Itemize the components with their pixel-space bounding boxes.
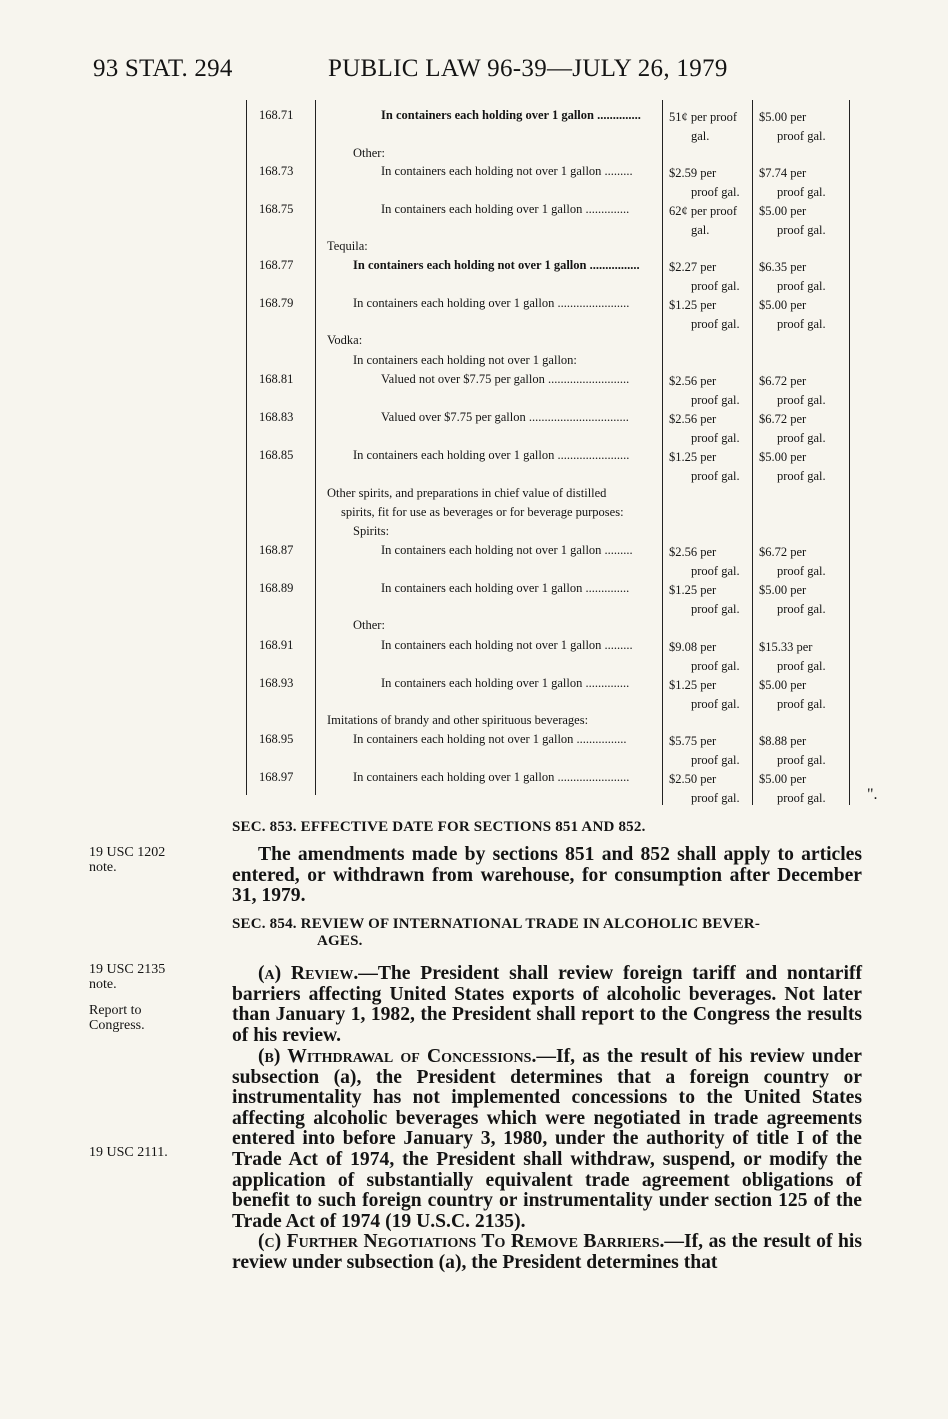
rate-col1: $2.56 per: [669, 545, 717, 559]
rate-col2: $6.72 per: [759, 412, 807, 426]
rate-col2: $5.00 per: [759, 583, 807, 597]
item-description: In containers each holding over 1 gallon ..............: [381, 676, 630, 690]
section-853-heading: SEC. 853. EFFECTIVE DATE FOR SECTIONS 851 AND 852.: [232, 819, 646, 835]
item-description: In containers each holding over 1 gallon .......................: [353, 296, 630, 310]
item-description: Valued not over $7.75 per gallon ..........................: [381, 372, 630, 386]
rate-col1: 51¢ per proof: [669, 110, 738, 124]
rate-col2-cont: proof gal.: [777, 223, 826, 237]
rate-col1-cont: gal.: [691, 223, 710, 237]
margin-note-line: note.: [89, 860, 117, 875]
subsection-b: [232, 1047, 862, 1232]
item-number: 168.81: [259, 372, 294, 386]
rate-col1: $2.59 per: [669, 166, 717, 180]
rate-col1-cont: proof gal.: [691, 753, 740, 767]
rate-col2: $7.74 per: [759, 166, 807, 180]
rate-col1-cont: gal.: [691, 129, 710, 143]
rate-col2-cont: proof gal.: [777, 129, 826, 143]
item-number: 168.85: [259, 448, 294, 462]
margin-note-2135: [89, 962, 165, 992]
rate-col2-cont: proof gal.: [777, 791, 826, 805]
rate-col1: $1.25 per: [669, 678, 717, 692]
item-number: 168.87: [259, 543, 294, 557]
item-number: 168.83: [259, 410, 294, 424]
heading-tequila: Tequila:: [327, 239, 368, 253]
subsection-b-label: (b) Withdrawal of Concessions.: [258, 1046, 537, 1067]
table-rule-col1: [662, 100, 663, 805]
table-rule-right: [849, 100, 850, 805]
item-number: 168.93: [259, 676, 294, 690]
rate-col2-cont: proof gal.: [777, 393, 826, 407]
margin-note-report: [89, 1003, 145, 1033]
margin-note-line: Report to: [89, 1003, 142, 1018]
rate-col2: $6.72 per: [759, 545, 807, 559]
rate-col2-cont: proof gal.: [777, 279, 826, 293]
item-description: In containers each holding not over 1 gallon ................: [353, 732, 627, 746]
item-number: 168.79: [259, 296, 294, 310]
rate-col2-cont: proof gal.: [777, 659, 826, 673]
item-description: In containers each holding not over 1 gallon ................: [353, 258, 640, 272]
rate-col1-cont: proof gal.: [691, 469, 740, 483]
rate-col1-cont: proof gal.: [691, 697, 740, 711]
rate-col2: $5.00 per: [759, 450, 807, 464]
rate-col1: 62¢ per proof: [669, 204, 738, 218]
rate-col1: $2.50 per: [669, 772, 717, 786]
rate-col2-cont: proof gal.: [777, 431, 826, 445]
heading-other-spirits: Other spirits, and preparations in chief value of distilled: [327, 486, 607, 500]
item-description: In containers each holding over 1 gallon ..............: [381, 108, 641, 122]
margin-note-line: 19 USC 2135: [89, 962, 166, 977]
rate-col1: $5.75 per: [669, 734, 717, 748]
rate-col1: $9.08 per: [669, 640, 717, 654]
subsection-c: [232, 1232, 862, 1273]
tariff-table: [245, 100, 878, 810]
section-853-body: The amendments made by sections 851 and 852 shall apply to articles entered, or withdrawn from warehouse, for consumption after December 31, 1979.: [232, 844, 862, 907]
item-description: In containers each holding over 1 gallon ..............: [381, 202, 630, 216]
rate-col2-cont: proof gal.: [777, 753, 826, 767]
item-description: In containers each holding over 1 gallon .......................: [353, 770, 630, 784]
rate-col1-cont: proof gal.: [691, 393, 740, 407]
subsection-c-text: —If, as the result of his review under subsection (a), the President determines that: [232, 1231, 862, 1273]
rate-col1: $2.56 per: [669, 374, 717, 388]
rate-col2: $15.33 per: [759, 640, 813, 654]
item-description: In containers each holding not over 1 gallon .........: [381, 164, 633, 178]
subsection-b-text: —If, as the result of his review under subsection (a), the President determines that a foreign country or instrumentality has not implemented concessions to the United States affecting alcoholic beverages which were negotiated in trade agreements entered into before January 3, 1980, under the authority of title I of the Trade Act of 1974, the President shall withdraw, suspend, or modify the application of substantially equivalent trade agreement obligations of benefit to such foreign country or instrumentality under section 125 of the Trade Act of 1974 (19 U.S.C. 2135).: [232, 1046, 862, 1232]
section-854-heading-line1: SEC. 854. REVIEW OF INTERNATIONAL TRADE IN ALCOHOLIC BEVER-: [232, 916, 761, 932]
margin-note-line: 19 USC 1202: [89, 845, 166, 860]
table-rule-number: [315, 100, 316, 795]
rate-col1: $2.27 per: [669, 260, 717, 274]
rate-col1: $1.25 per: [669, 583, 717, 597]
item-description: In containers each holding over 1 gallon ..............: [381, 581, 630, 595]
rate-col2-cont: proof gal.: [777, 469, 826, 483]
section-854-heading-line2: AGES.: [317, 933, 363, 949]
rate-col1: $2.56 per: [669, 412, 717, 426]
item-number: 168.91: [259, 638, 294, 652]
rate-col1-cont: proof gal.: [691, 279, 740, 293]
rate-col1-cont: proof gal.: [691, 564, 740, 578]
item-number: 168.73: [259, 164, 294, 178]
rate-col1-cont: proof gal.: [691, 659, 740, 673]
stat-page-number: 93 STAT. 294: [93, 55, 233, 82]
margin-note-1202: [89, 845, 165, 875]
rate-col1-cont: proof gal.: [691, 317, 740, 331]
subsection-a-label: (a) Review.: [258, 963, 359, 984]
margin-note-2111: 19 USC 2111.: [89, 1145, 168, 1160]
item-number: 168.97: [259, 770, 294, 784]
item-number: 168.77: [259, 258, 294, 272]
rate-col1: $1.25 per: [669, 450, 717, 464]
closing-quote: ".: [867, 786, 878, 803]
subsection-a-text: —The President shall review foreign tariff and nontariff barriers affecting United States exports of alcoholic beverages. Not later than January 1, 1982, the President shall report to the Congress the results of his review.: [232, 963, 862, 1046]
rate-col2: $5.00 per: [759, 110, 807, 124]
heading-other: Other:: [353, 146, 385, 160]
margin-note-line: Congress.: [89, 1018, 145, 1033]
rate-col2: $8.88 per: [759, 734, 807, 748]
item-description: Valued over $7.75 per gallon ................................: [381, 410, 629, 424]
item-description: In containers each holding not over 1 gallon .........: [381, 638, 633, 652]
law-title: PUBLIC LAW 96-39—JULY 26, 1979: [328, 55, 728, 82]
heading-imitations: Imitations of brandy and other spirituous beverages:: [327, 713, 589, 727]
item-number: 168.75: [259, 202, 294, 216]
rate-col2-cont: proof gal.: [777, 185, 826, 199]
rate-col1: $1.25 per: [669, 298, 717, 312]
rate-col1-cont: proof gal.: [691, 791, 740, 805]
heading-vodka: Vodka:: [327, 333, 363, 347]
rate-col2-cont: proof gal.: [777, 602, 826, 616]
section-854-heading: [232, 916, 760, 950]
heading-vodka-containers: In containers each holding not over 1 gallon:: [353, 353, 577, 367]
item-description: In containers each holding over 1 gallon .......................: [353, 448, 630, 462]
rate-col2-cont: proof gal.: [777, 564, 826, 578]
rate-col2-cont: proof gal.: [777, 697, 826, 711]
rate-col2-cont: proof gal.: [777, 317, 826, 331]
item-number: 168.95: [259, 732, 294, 746]
rate-col2: $5.00 per: [759, 678, 807, 692]
heading-other-2: Other:: [353, 618, 385, 632]
margin-note-line: note.: [89, 977, 117, 992]
subsection-c-label: (c) Further Negotiations To Remove Barriers.: [258, 1231, 665, 1252]
item-number: 168.89: [259, 581, 294, 595]
heading-spirits: Spirits:: [353, 524, 390, 538]
rate-col2: $6.72 per: [759, 374, 807, 388]
rate-col2: $5.00 per: [759, 204, 807, 218]
item-number: 168.71: [259, 108, 294, 122]
rate-col1-cont: proof gal.: [691, 431, 740, 445]
section-853-text: [232, 845, 862, 907]
rate-col1-cont: proof gal.: [691, 602, 740, 616]
rate-col2: $5.00 per: [759, 298, 807, 312]
rate-col2: $6.35 per: [759, 260, 807, 274]
subsection-a: [232, 964, 862, 1046]
rate-col1-cont: proof gal.: [691, 185, 740, 199]
item-description: In containers each holding not over 1 gallon .........: [381, 543, 633, 557]
heading-other-spirits-cont: spirits, fit for use as beverages or for beverage purposes:: [341, 505, 624, 519]
rate-col2: $5.00 per: [759, 772, 807, 786]
table-rule-left: [246, 100, 247, 795]
